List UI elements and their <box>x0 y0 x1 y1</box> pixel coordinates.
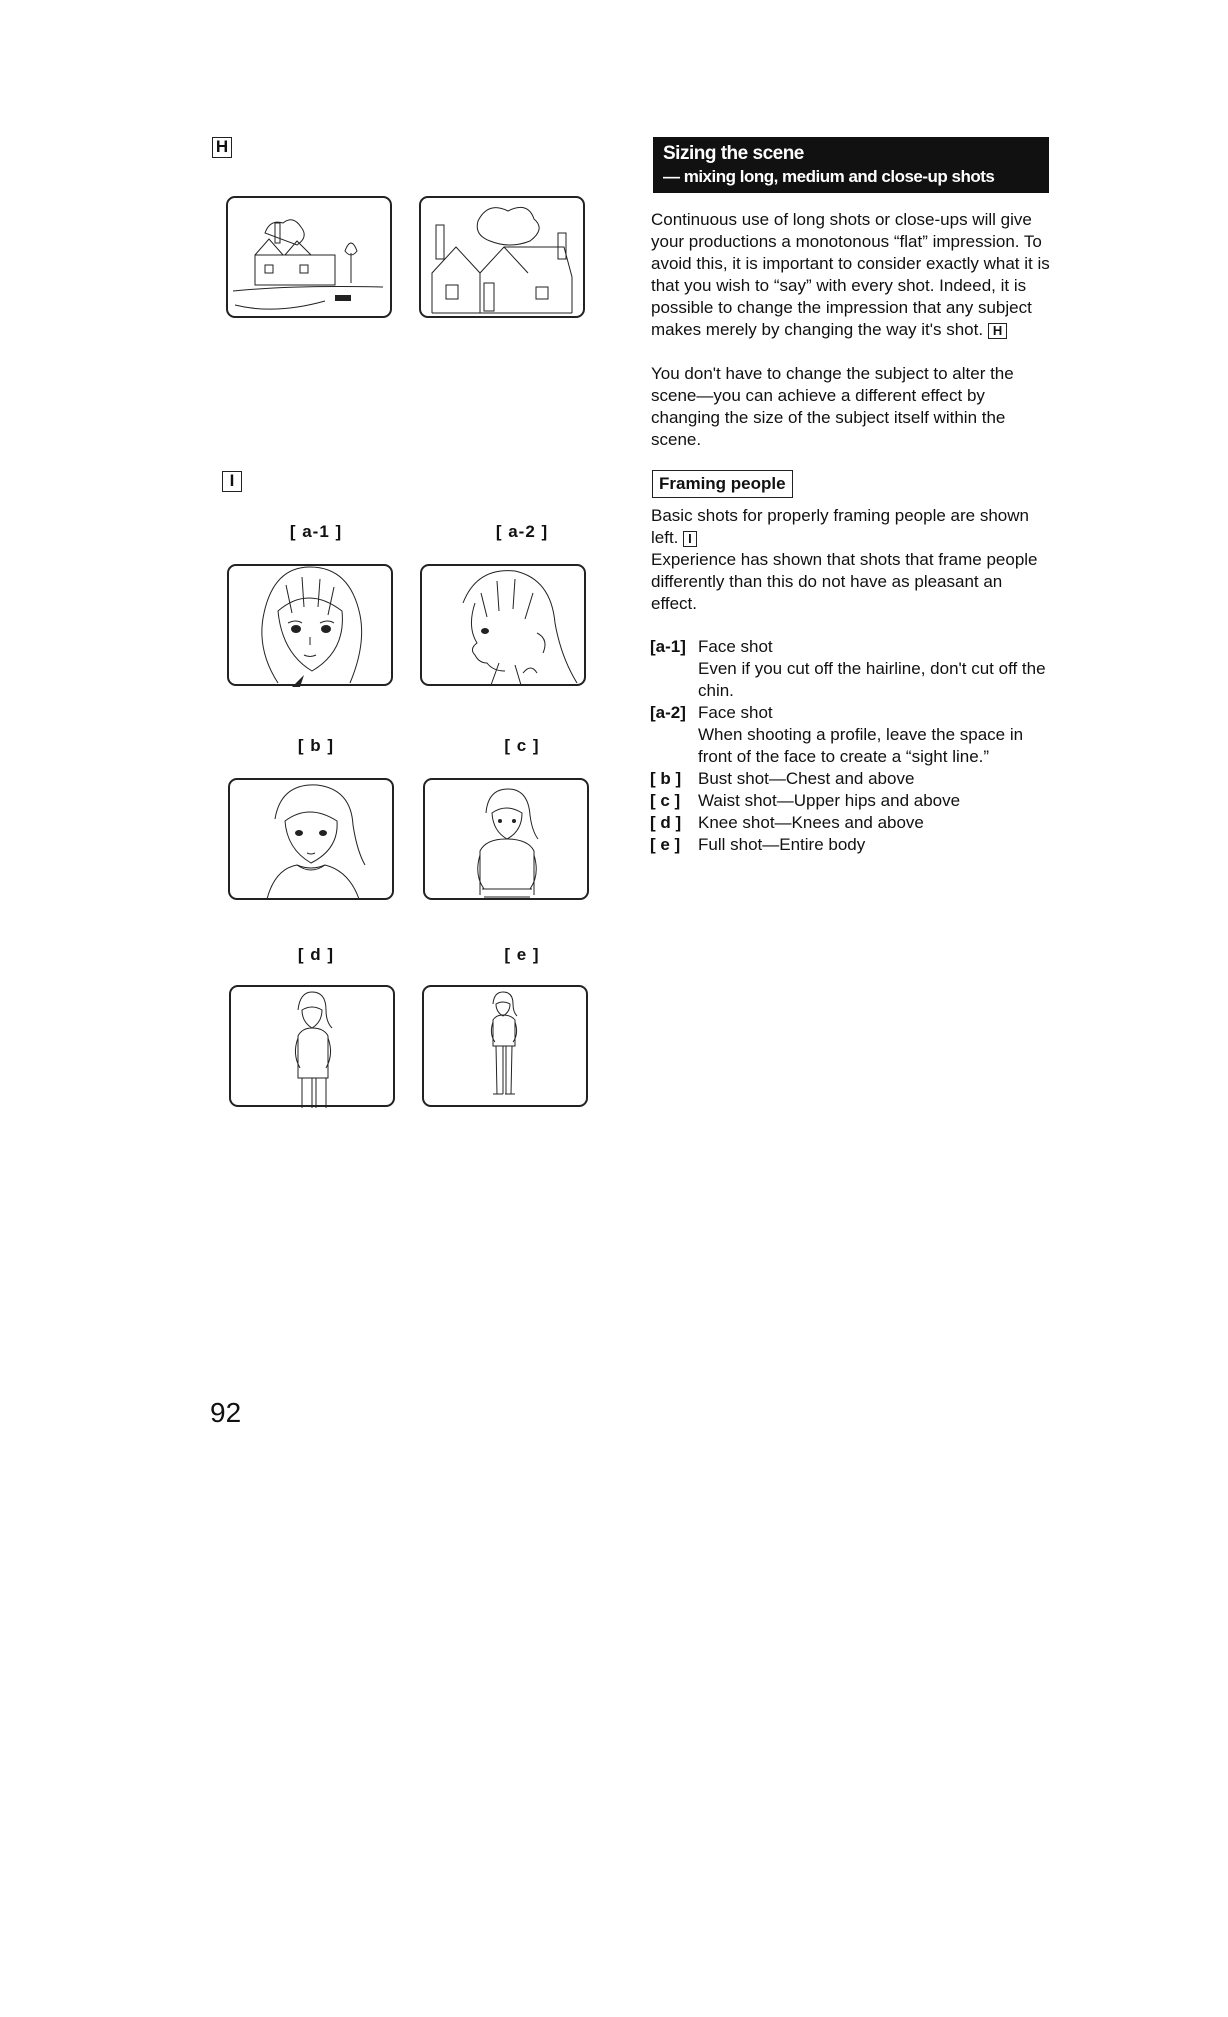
shot-name: Waist shot—Upper hips and above <box>698 791 961 810</box>
framing-ref-i: I <box>683 531 697 547</box>
caption-b: [ b ] <box>297 736 335 755</box>
framing-heading: Framing people <box>652 470 793 498</box>
caption-a1: [ a-1 ] <box>289 522 343 541</box>
intro-text-1: Continuous use of long shots or close-ups will give your productions a monotonous “flat” impression. To avoid this, it is important to consider exactly what it is that you wish to “say” with every shot. Indeed, it is possible to change the impression that any subject makes merely by changing the way it's shot. <box>651 210 1050 339</box>
section-banner <box>653 137 1049 193</box>
framing-paragraph-1 <box>651 505 1051 549</box>
illustration-full-shot <box>421 984 589 1108</box>
shot-name: Full shot—Entire body <box>698 835 866 854</box>
illustration-bust-shot <box>227 777 395 901</box>
illustration-waist-shot <box>422 777 590 901</box>
section-title: Sizing the scene <box>663 143 804 164</box>
shot-item-a1 <box>650 636 1060 702</box>
illustration-knee-shot <box>228 984 396 1108</box>
illustration-house-medium-shot <box>418 195 586 319</box>
shot-name: Bust shot—Chest and above <box>698 769 915 788</box>
shot-item-c <box>650 790 1060 812</box>
illustration-house-long-shot <box>225 195 393 319</box>
caption-e: [ e ] <box>504 945 540 964</box>
intro-ref-h: H <box>988 323 1007 339</box>
shot-key: [ c ] <box>650 791 681 810</box>
page-number: 92 <box>210 1397 242 1428</box>
caption-a2: [ a-2 ] <box>495 522 549 541</box>
shot-key: [a-2] <box>650 703 686 722</box>
shot-item-e <box>650 834 1060 856</box>
caption-c: [ c ] <box>504 736 540 755</box>
caption-d: [ d ] <box>297 945 335 964</box>
shot-item-d <box>650 812 1060 834</box>
illustration-face-shot-profile <box>419 563 587 687</box>
figure-label-h: H <box>212 137 232 158</box>
illustration-face-shot-front <box>226 563 394 687</box>
shot-name: Face shot <box>698 637 773 656</box>
shot-note: Even if you cut off the hairline, don't cut off the chin. <box>698 659 1046 700</box>
framing-text-1: Basic shots for properly framing people are shown left. <box>651 506 1029 547</box>
shot-item-a2 <box>650 702 1060 768</box>
shot-key: [ d ] <box>650 813 682 832</box>
shot-list <box>650 636 1060 856</box>
shot-name: Face shot <box>698 703 773 722</box>
shot-note: When shooting a profile, leave the space in front of the face to create a “sight line.” <box>698 725 1024 766</box>
section-subtitle: — mixing long, medium and close-up shots <box>663 167 995 186</box>
figure-label-i: I <box>222 471 242 492</box>
framing-paragraph-2: Experience has shown that shots that frame people differently than this do not have as pleasant an effect. <box>651 550 1038 613</box>
shot-key: [ b ] <box>650 769 682 788</box>
shot-key: [ e ] <box>650 835 681 854</box>
shot-item-b <box>650 768 1060 790</box>
shot-name: Knee shot—Knees and above <box>698 813 924 832</box>
intro-paragraph-2: You don't have to change the subject to alter the scene—you can achieve a different effect by changing the size of the subject itself within the scene. <box>651 364 1014 449</box>
shot-key: [a-1] <box>650 637 686 656</box>
intro-paragraph-1 <box>651 209 1051 341</box>
